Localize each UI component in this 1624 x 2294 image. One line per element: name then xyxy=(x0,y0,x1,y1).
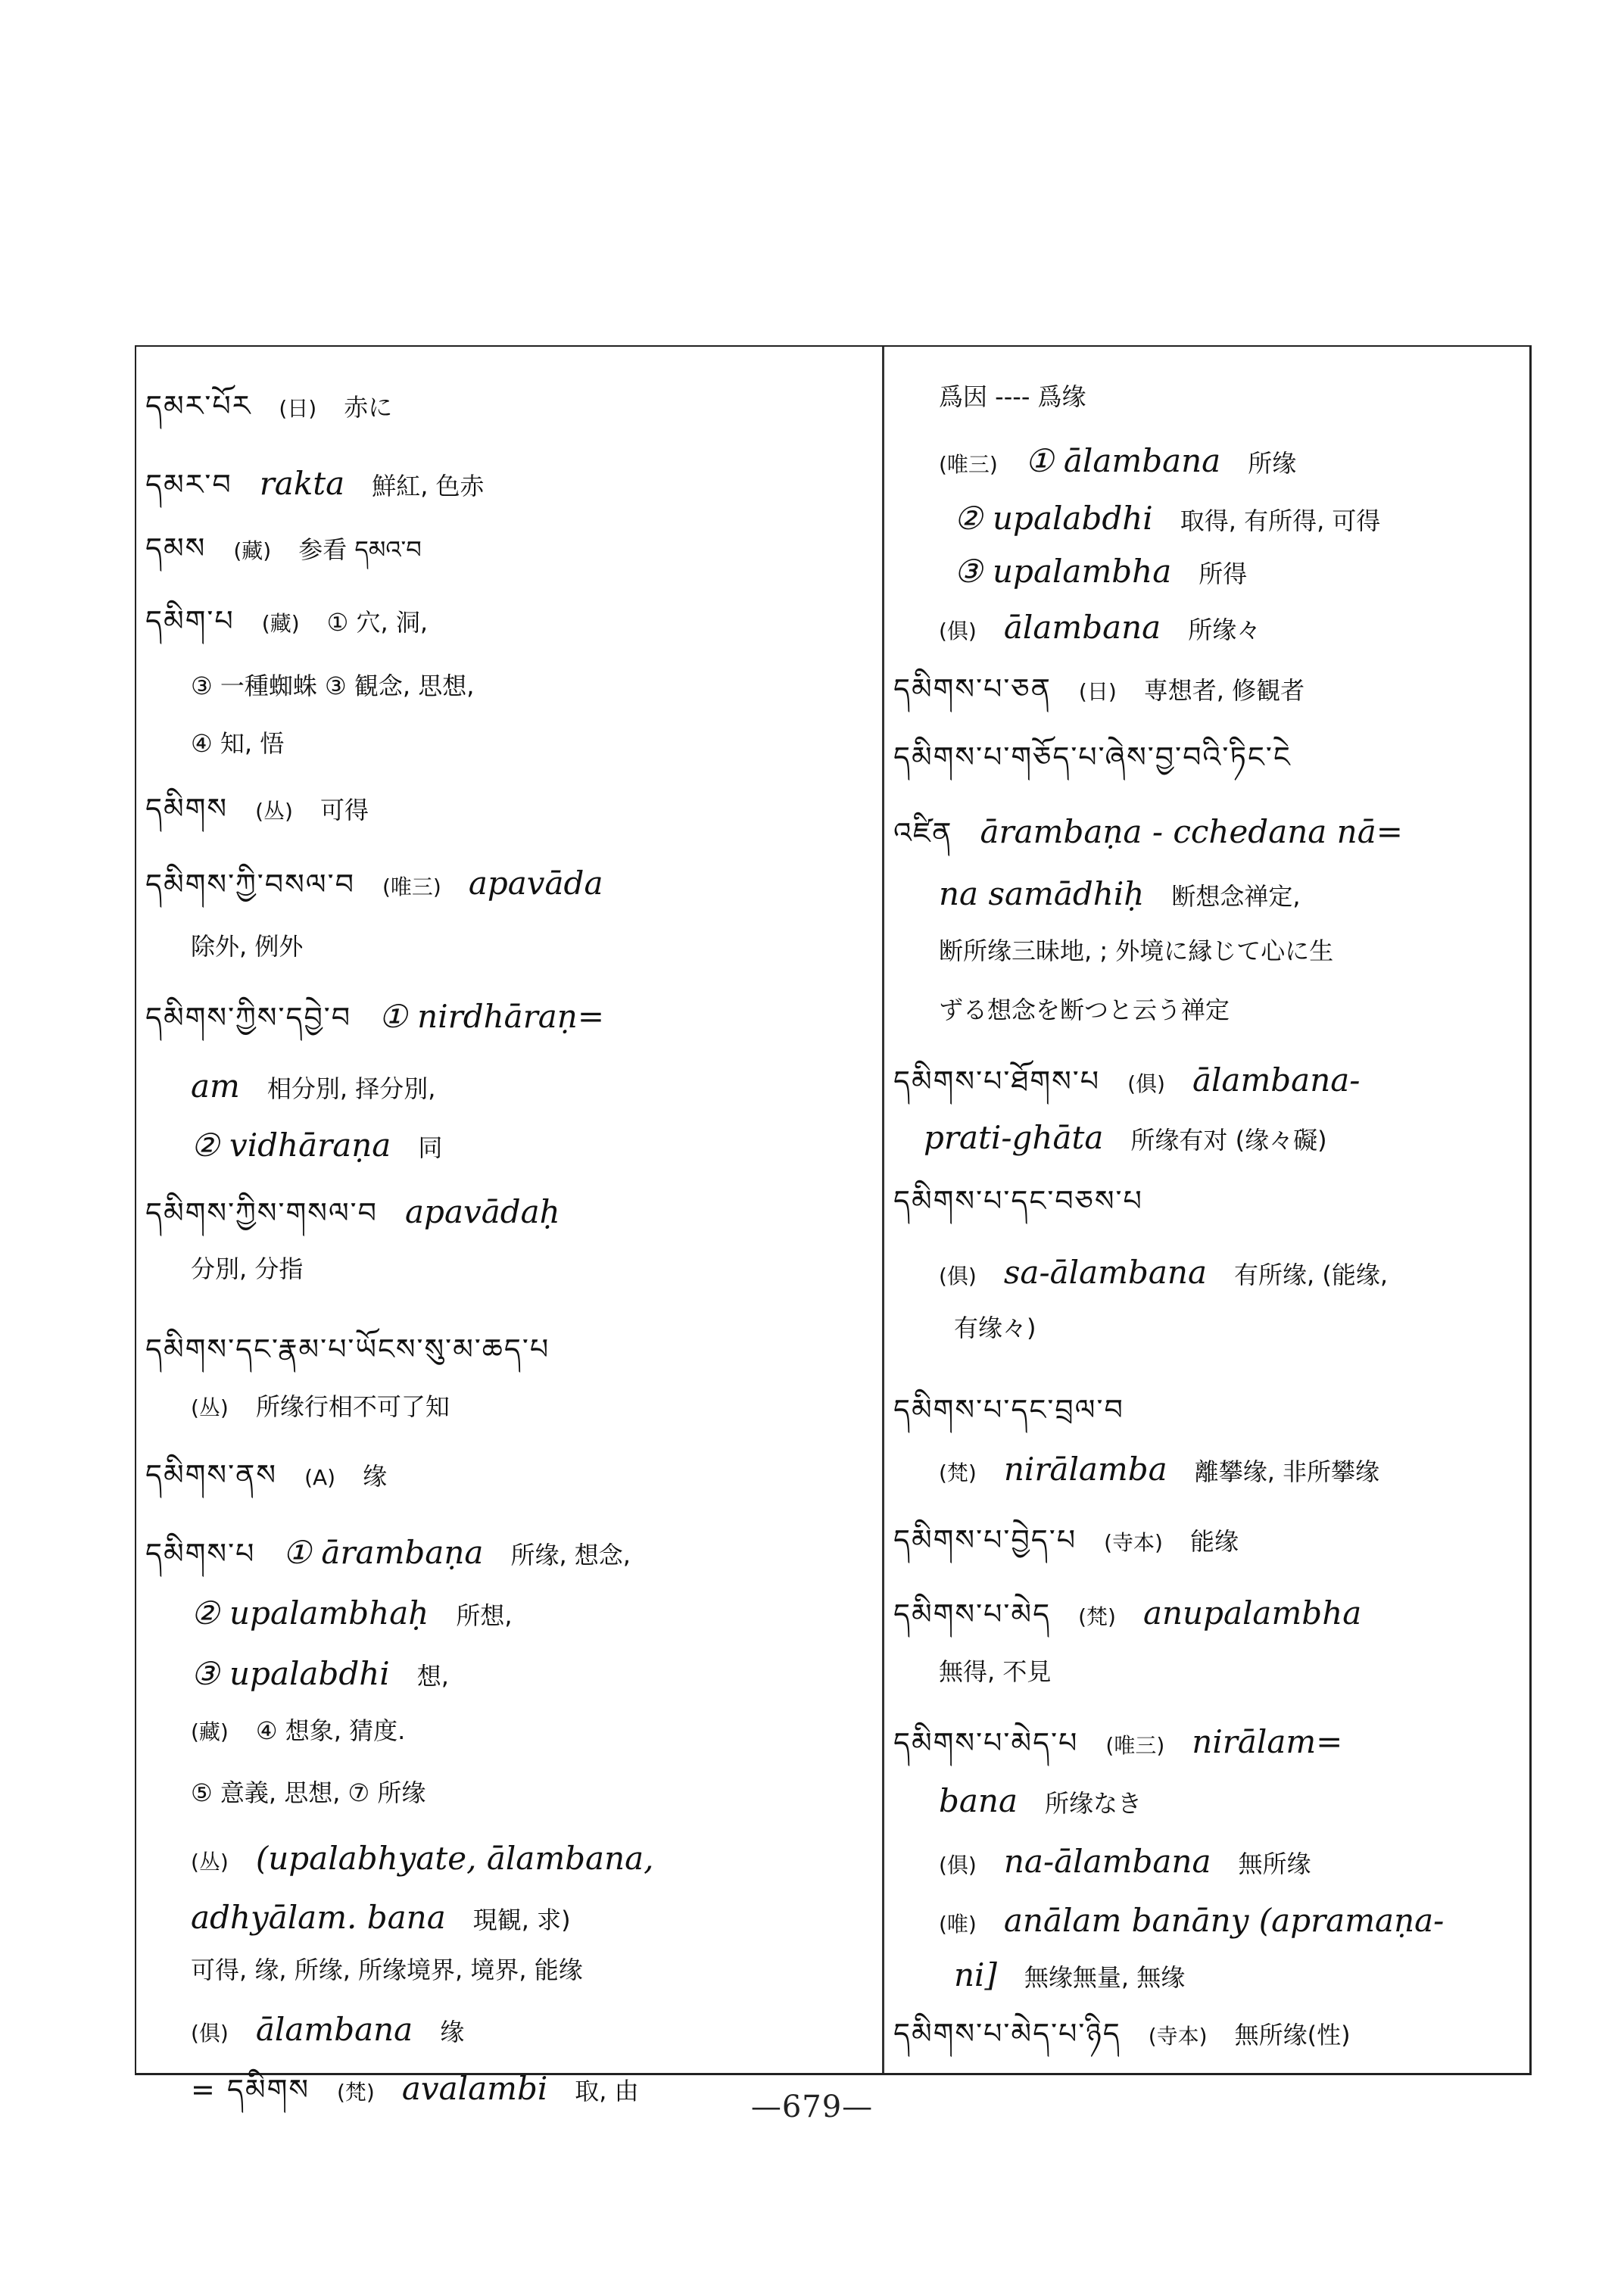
sanskrit-term: am xyxy=(191,1068,240,1105)
japanese-gloss: 所缘行相不可了知 xyxy=(255,1392,450,1421)
entry-line xyxy=(893,740,1319,775)
tibetan-term: དམིགས་ཀྱིས་གསལ་བ xyxy=(145,1196,379,1230)
entry-line xyxy=(145,1534,658,1572)
entry-line xyxy=(939,609,1288,647)
entry-line xyxy=(893,1061,1388,1099)
source-abbrev: (A) xyxy=(304,1465,336,1490)
japanese-gloss: 分別, 分指 xyxy=(191,1255,304,1283)
japanese-gloss: 無所缘(性) xyxy=(1234,2021,1351,2049)
japanese-gloss: 専想者, 修観者 xyxy=(1143,676,1305,705)
sanskrit-term: bana xyxy=(939,1782,1018,1819)
japanese-gloss: 所得 xyxy=(1199,559,1248,588)
entry-line xyxy=(954,553,1274,591)
sanskrit-term: avalambi xyxy=(401,2070,548,2107)
tibetan-term: དམར་པོར xyxy=(145,389,252,422)
japanese-gloss: 所缘, 想念, xyxy=(510,1541,631,1569)
entry-line xyxy=(145,465,512,503)
japanese-gloss: ⑤ 意義, 思想, ⑦ 所缘 xyxy=(191,1778,426,1807)
tibetan-term: དམིགས་ཀྱིས་དབྱེ་བ xyxy=(145,1001,352,1034)
sanskrit-term: ② vidhāraṇa xyxy=(191,1127,391,1164)
sanskrit-term: ālambana xyxy=(1003,609,1161,646)
sanskrit-term: prati-ghāta xyxy=(924,1119,1104,1156)
tibetan-term: དམིགས་པ་མེད་པ་ཉིད xyxy=(893,2017,1121,2050)
page-number: —679— xyxy=(750,2090,874,2124)
tibetan-term: འཛིན xyxy=(893,816,953,849)
entry-line xyxy=(939,875,1328,913)
sanskrit-term: anālam banāny (apramaṇa- xyxy=(1003,1902,1445,1939)
entry-line xyxy=(191,1778,453,1809)
entry-line xyxy=(191,1254,330,1285)
source-abbrev: (藏) xyxy=(191,1719,229,1744)
japanese-gloss: 相分別, 择分別, xyxy=(267,1074,436,1103)
entry-line xyxy=(939,1843,1339,1881)
source-abbrev: (寺本) xyxy=(1104,1530,1163,1555)
entry-line xyxy=(145,1193,588,1231)
source-abbrev: (俱) xyxy=(939,1264,977,1289)
source-abbrev: (藏) xyxy=(261,611,300,636)
japanese-gloss: 参看 དམའ་བ xyxy=(298,535,422,564)
source-abbrev: (梵) xyxy=(337,2080,375,2105)
entry-line xyxy=(954,1313,1064,1344)
sanskrit-term: ② upalambhaḥ xyxy=(191,1594,429,1632)
japanese-gloss: 所缘有对 (缘々礙) xyxy=(1130,1126,1327,1155)
japanese-gloss: 断想念禅定, xyxy=(1171,882,1301,911)
entry-line xyxy=(145,389,419,424)
sanskrit-term: ③ upalabdhi xyxy=(191,1655,390,1692)
entry-line xyxy=(954,500,1407,538)
entry-line xyxy=(191,1716,432,1747)
entry-line xyxy=(893,1723,1370,1761)
japanese-gloss: 鮮紅, 色赤 xyxy=(372,472,485,500)
sanskrit-term: ① ārambaṇa xyxy=(282,1534,484,1571)
sanskrit-term: ③ upalambha xyxy=(954,553,1172,590)
japanese-gloss: ずる想念を断つと云う禅定 xyxy=(939,996,1230,1024)
japanese-gloss: 有缘々) xyxy=(954,1314,1036,1342)
tibetan-term: = དམིགས xyxy=(191,2073,310,2106)
source-abbrev: (梵) xyxy=(1078,1604,1116,1629)
entry-line xyxy=(145,1458,414,1493)
entry-line xyxy=(924,1119,1354,1157)
sanskrit-term: na samādhiḥ xyxy=(939,875,1145,912)
tibetan-term: དམིགས་པ xyxy=(145,1537,256,1570)
entry-line xyxy=(145,998,631,1036)
entry-line xyxy=(939,1254,1415,1292)
entry-line xyxy=(939,1657,1078,1688)
source-abbrev: (俱) xyxy=(939,1853,977,1878)
japanese-gloss: ④ 想象, 猜度. xyxy=(255,1716,406,1745)
japanese-gloss: 可得 xyxy=(320,796,369,824)
entry-line xyxy=(191,2011,491,2049)
source-abbrev: (丛) xyxy=(191,1850,229,1875)
japanese-gloss: 断所缘三昧地, ; 外境に縁じて心に生 xyxy=(939,937,1334,965)
source-abbrev: (藏) xyxy=(233,538,272,563)
entry-line xyxy=(893,672,1332,707)
sanskrit-term: ni] xyxy=(954,1956,997,1993)
sanskrit-term: ālambana xyxy=(255,2011,413,2048)
entry-line xyxy=(145,1332,577,1367)
entry-line xyxy=(145,792,396,827)
japanese-gloss: 無得, 不見 xyxy=(939,1657,1052,1686)
japanese-gloss: 有所缘, (能缘, xyxy=(1234,1261,1389,1289)
entry-line xyxy=(939,1451,1407,1488)
sanskrit-term: nirālamba xyxy=(1003,1451,1167,1488)
japanese-gloss: 缘 xyxy=(440,2018,465,2046)
japanese-gloss: 取得, 有所得, 可得 xyxy=(1180,506,1381,535)
entry-line xyxy=(191,1392,477,1423)
entry-line xyxy=(893,813,1430,851)
sanskrit-term: sa-ālambana xyxy=(1003,1254,1207,1291)
japanese-gloss: 取, 由 xyxy=(575,2077,639,2105)
japanese-gloss: ① 穴, 洞, xyxy=(326,608,429,637)
japanese-gloss: 可得, 缘, 所缘, 所缘境界, 境界, 能缘 xyxy=(191,1956,583,1984)
source-abbrev: (俱) xyxy=(1127,1071,1165,1096)
entry-line xyxy=(191,671,501,702)
entry-line xyxy=(145,531,449,566)
japanese-gloss: 赤に xyxy=(344,393,393,422)
source-abbrev: (俱) xyxy=(191,2021,229,2046)
japanese-gloss: 除外, 例外 xyxy=(191,932,304,961)
japanese-gloss: 缘 xyxy=(363,1462,388,1491)
source-abbrev: (唯) xyxy=(939,1912,977,1937)
sanskrit-term: nirālam= xyxy=(1192,1723,1343,1760)
sanskrit-term: ① nirdhāraṇ= xyxy=(379,998,605,1035)
japanese-gloss: ③ 一種蜘蛛 ③ 観念, 思想, xyxy=(191,672,475,700)
tibetan-term: དམིགས་པ་དང་བྲལ་བ xyxy=(893,1393,1124,1426)
sanskrit-term: ārambaṇa - cchedana nā= xyxy=(980,813,1403,850)
source-abbrev: (寺本) xyxy=(1148,2024,1208,2049)
entry-line xyxy=(893,1184,1170,1219)
tibetan-term: དམིགས་པ་ཐོགས་པ xyxy=(893,1064,1101,1098)
entry-line xyxy=(939,995,1257,1026)
tibetan-term: དམིགས་པ་བྱེད་པ xyxy=(893,1523,1077,1557)
entry-line xyxy=(893,2017,1378,2052)
tibetan-term: དམིགས་ཀྱི་བསལ་བ xyxy=(145,868,355,901)
japanese-gloss: 能缘 xyxy=(1189,1527,1239,1556)
japanese-gloss: 無所缘 xyxy=(1238,1850,1311,1878)
sanskrit-term: apavāda xyxy=(468,865,603,902)
japanese-gloss: 想, xyxy=(416,1662,449,1691)
entry-line xyxy=(191,1068,463,1105)
japanese-gloss: 同 xyxy=(418,1133,443,1162)
source-abbrev: (唯三) xyxy=(1105,1733,1165,1758)
source-abbrev: (梵) xyxy=(939,1460,977,1485)
tibetan-term: དམིགས་པ་ཅན xyxy=(893,672,1052,706)
sanskrit-term: ālambana- xyxy=(1192,1061,1361,1099)
japanese-gloss: 所缘 xyxy=(1248,449,1297,478)
entry-line xyxy=(893,1393,1152,1428)
tibetan-term: དམིགས་པ་དང་བཅས་པ xyxy=(893,1184,1143,1217)
japanese-gloss: ④ 知, 悟 xyxy=(191,729,285,758)
entry-line xyxy=(939,1902,1471,1940)
tibetan-term: དམིག་པ xyxy=(145,604,235,637)
source-abbrev: (丛) xyxy=(191,1395,229,1420)
entry-line xyxy=(893,1523,1266,1558)
sanskrit-term: (upalabhyate, ālambana, xyxy=(255,1840,654,1877)
sanskrit-term: rakta xyxy=(259,465,345,502)
entry-line xyxy=(939,382,1114,413)
entry-line xyxy=(145,865,631,902)
entry-line xyxy=(145,604,455,639)
sanskrit-term: na-ālambana xyxy=(1003,1843,1211,1880)
japanese-gloss: 所想, xyxy=(456,1601,513,1630)
source-abbrev: (日) xyxy=(279,396,317,421)
entry-line xyxy=(191,1594,540,1632)
right-column xyxy=(884,347,1529,2073)
entry-line xyxy=(939,442,1323,480)
source-abbrev: (唯三) xyxy=(382,874,441,899)
japanese-gloss: 離攀缘, 非所攀缘 xyxy=(1194,1457,1380,1486)
tibetan-term: དམར་བ xyxy=(145,468,232,501)
tibetan-term: དམིགས་པ་མེད xyxy=(893,1597,1052,1631)
entry-line xyxy=(893,1594,1389,1632)
sanskrit-term: anupalambha xyxy=(1142,1594,1362,1632)
entry-line xyxy=(191,1899,598,1937)
source-abbrev: (俱) xyxy=(939,619,977,644)
tibetan-term: དམིགས་པ་གཅོད་པ་ཞེས་བྱ་བའི་ཏིང་ངེ xyxy=(893,740,1292,774)
tibetan-term: དམིགས་ནས xyxy=(145,1458,278,1491)
tibetan-term: དམིགས xyxy=(145,792,229,825)
source-abbrev: (日) xyxy=(1078,679,1117,704)
entry-line xyxy=(191,1655,476,1693)
japanese-gloss: 所缘々 xyxy=(1188,616,1261,644)
tibetan-term: དམས xyxy=(145,531,207,565)
japanese-gloss: 現観, 求) xyxy=(472,1906,571,1934)
entry-line xyxy=(954,1956,1212,1994)
entry-line xyxy=(191,1955,610,1986)
entry-line xyxy=(191,728,311,759)
sanskrit-term: apavādaḥ xyxy=(405,1193,560,1230)
entry-line xyxy=(939,936,1361,967)
source-abbrev: (唯三) xyxy=(939,452,998,477)
japanese-gloss: 無缘無量, 無缘 xyxy=(1024,1963,1186,1992)
japanese-gloss: 爲因 ---- 爲缘 xyxy=(939,382,1086,411)
entry-line xyxy=(939,1782,1169,1820)
tibetan-term: དམིགས་དང་རྣམ་པ་ཡོངས་སུ་མ་ཆད་པ xyxy=(145,1332,550,1366)
sanskrit-term: adhyālam. bana xyxy=(191,1899,446,1936)
japanese-gloss: 所缘なき xyxy=(1045,1789,1142,1818)
sanskrit-term: ② upalabdhi xyxy=(954,500,1153,537)
sanskrit-term: ① ālambana xyxy=(1024,442,1221,479)
entry-line xyxy=(191,1127,469,1164)
entry-line xyxy=(191,931,330,962)
source-abbrev: (丛) xyxy=(255,799,293,824)
tibetan-term: དམིགས་པ་མེད་པ xyxy=(893,1726,1079,1759)
entry-line xyxy=(191,1840,681,1878)
